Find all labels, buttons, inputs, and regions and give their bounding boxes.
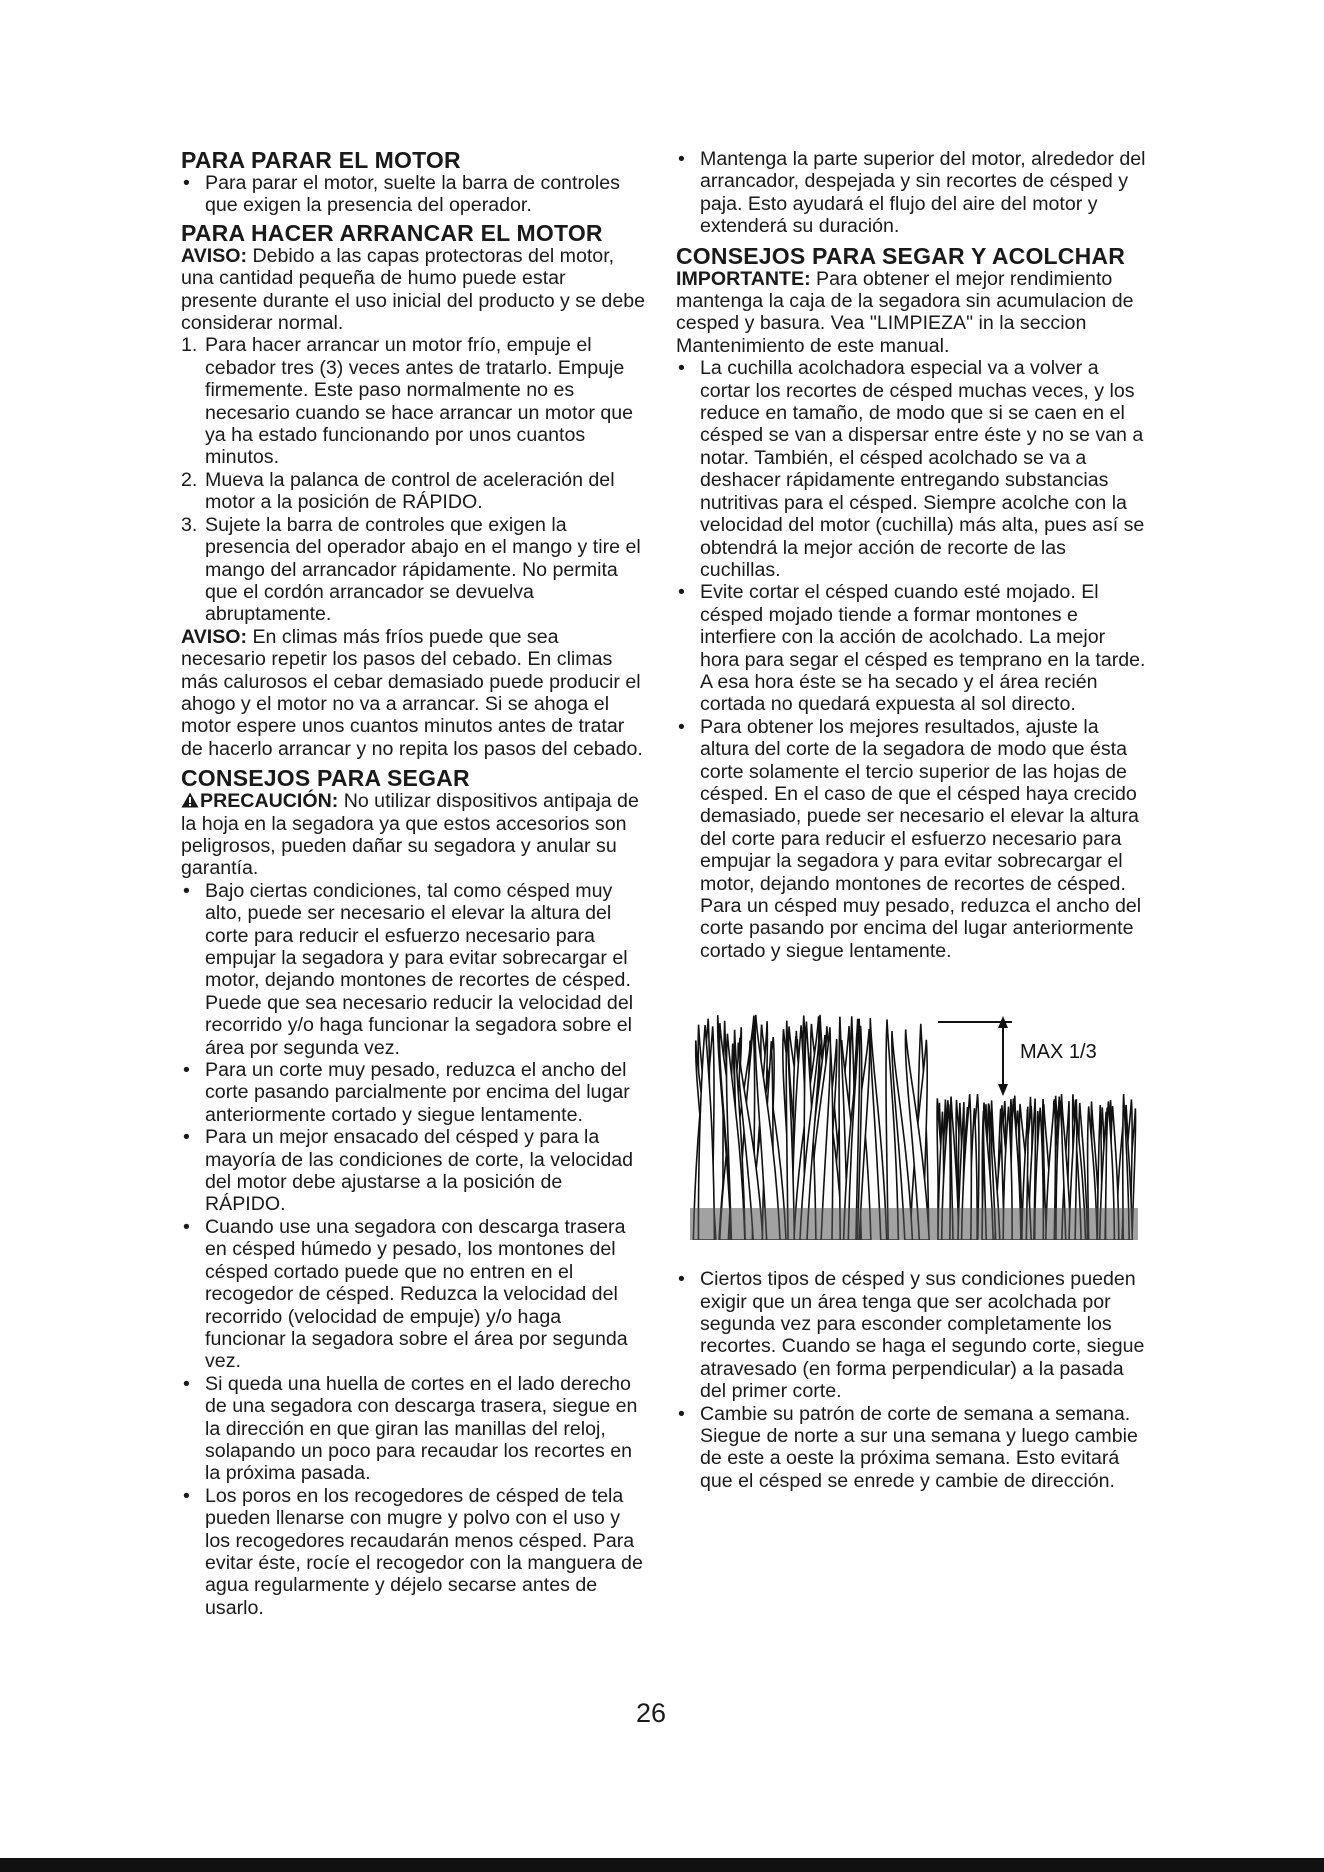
step-item [181, 514, 646, 626]
mulching-tips-list [676, 357, 1146, 962]
stop-engine-list [181, 172, 646, 217]
additional-tips-list [676, 1268, 1146, 1492]
important-paragraph [676, 268, 1146, 358]
step-item [181, 334, 646, 468]
left-column [181, 148, 646, 1619]
caution-label: PRECAUCIÓN: [200, 790, 339, 813]
notice-text: Debido a las capas protectoras del motor, una cantidad pequeña de humo puede estar presente durante el uso inicial del producto y se debe considerar normal. [181, 244, 646, 335]
list-item: • Para parar el motor, suelte la barra de controles que exigen la presencia del operador. [181, 172, 646, 217]
list-item: • La cuchilla acolchadora especial va a volver a cortar los recortes de césped muchas veces, y los reduce en tamaño, de modo que si se caen en el césped se van a dispersar entre éste y no se van a notar. También, el césped acolchado se va a deshacer rápidamente entregando substancias nutritivas para el césped. Siempre acolche con la velocidad del motor (cuchilla) más alta, pues así se obtendrá la mejor acción de recorte de las cuchillas. [676, 357, 1146, 581]
list-item: • Ciertos tipos de césped y sus condiciones pueden exigir que un área tenga que ser acolchada por segunda vez para esconder completamente los recortes. Cuando se haga el segundo corte, siegue atravesado (en forma perpendicular) a la pasada del primer corte. [676, 1268, 1146, 1402]
list-item: • Cuando use una segadora con descarga trasera en césped húmedo y pesado, los montones del césped cortado puede que no entren en el recogedor de césped. Reduzca la velocidad del recorrido (velocidad de empuje) y/o haga funcionar la segadora sobre el área por segunda vez. [181, 1216, 646, 1373]
start-steps-list [181, 334, 646, 625]
step-text: Para hacer arrancar un motor frío, empuje el cebador tres (3) veces antes de tratarlo. Empuje firmemente. Este paso normalmente no es necesario cuando se hace arrancar un motor que ya ha estado funcionando por unos cuantos minutos. [205, 334, 634, 469]
list-item: • Para un corte muy pesado, reduzca el ancho del corte pasando parcialmente por encima del lugar anteriormente cortado y siegue lentamente. [181, 1059, 646, 1126]
caution-paragraph [181, 790, 646, 880]
list-item: • Si queda una huella de cortes en el lado derecho de una segadora con descarga trasera, siegue en la dirección en que giran las manillas del reloj, solapando un poco para recaudar los recortes en la próxima pasada. [181, 1373, 646, 1485]
list-item: • Evite cortar el césped cuando esté mojado. El césped mojado tiende a formar montones e interfiere con la acción de acolchado. La mejor hora para segar el césped es temprano en la tarde. A esa hora éste se ha secado y el área recién cortada no quedará expuesta al sol directo. [676, 581, 1146, 715]
step-text: Mueva la palanca de control de aceleración del motor a la posición de RÁPIDO. [205, 468, 615, 514]
heading-start-engine: PARA HACER ARRANCAR EL MOTOR [181, 219, 603, 246]
step-number: 1. [181, 334, 198, 357]
right-column [676, 148, 1146, 1492]
grass-height-figure [690, 1008, 1138, 1240]
step-number: 2. [181, 468, 198, 491]
list-item: • Para obtener los mejores resultados, ajuste la altura del corte de la segadora de modo que ésta corte solamente el tercio superior de las hojas de césped. En el caso de que el césped haya crecido demasiado, puede ser necesario el elevar la altura del corte para reducir el esfuerzo necesario para empujar la segadora y para evitar sobrecargar el motor, dejando montones de recortes de césped. Para un césped muy pesado, reduzca el ancho del corte pasando por encima del lugar anteriormente cortado y siegue lentamente. [676, 716, 1146, 962]
warning-triangle-icon [181, 791, 199, 807]
list-item: • Para un mejor ensacado del césped y para la mayoría de las condiciones de corte, la velocidad del motor debe ajustarse a la posición de RÁPIDO. [181, 1126, 646, 1216]
list-item: • Mantenga la parte superior del motor, alrededor del arrancador, despejada y sin recortes de césped y paja. Esto ayudará el flujo del aire del motor y extenderá su duración. [676, 148, 1146, 238]
important-text: Para obtener el mejor rendimiento mantenga la caja de la segadora sin acumulacion de cesped y basura. Vea "LIMPIEZA" in la seccion Mantenimiento de este manual. [676, 267, 1134, 357]
step-number: 3. [181, 513, 198, 536]
notice-paragraph [181, 245, 646, 335]
grass-illustration [690, 1008, 1138, 1240]
heading-mowing-tips: CONSEJOS PARA SEGAR [181, 765, 470, 792]
page-number: 26 [636, 1698, 667, 1728]
list-item: • Bajo ciertas condiciones, tal como césped muy alto, puede ser necesario el elevar la altura del corte para reducir el esfuerzo necesario para empujar la segadora y para evitar sobrecargar el motor, dejando montones de recortes de césped. Puede que sea necesario reducir la velocidad del recorrido y/o haga funcionar la segadora sobre el área por segunda vez. [181, 880, 646, 1059]
list-item: • Los poros en los recogedores de césped de tela pueden llenarse con mugre y polvo con el uso y los recogedores recaudarán menos césped. Para evitar éste, rocíe el recogedor con la manguera de agua regularmente y déjelo secarse antes de usarlo. [181, 1485, 646, 1619]
list-item: • Cambie su patrón de corte de semana a semana. Siegue de norte a sur una semana y luego cambie de este a oeste la próxima semana. Esto evitará que el césped se enrede y cambie de dirección. [676, 1403, 1146, 1493]
heading-mulching-tips: CONSEJOS PARA SEGAR Y ACOLCHAR [676, 242, 1126, 269]
heading-stop-engine: PARA PARAR EL MOTOR [181, 147, 461, 173]
scan-edge-bar [0, 1858, 1324, 1872]
notice-paragraph [181, 626, 646, 760]
max-cut-label: MAX 1/3 [1020, 1041, 1097, 1064]
notice-label: AVISO: [181, 625, 248, 648]
step-text: Sujete la barra de controles que exigen la presencia del operador abajo en el mango y tire el mango del arrancador rápidamente. No permita que el cordón arrancador se devuelva abruptamente. [205, 513, 641, 626]
engine-care-list [676, 148, 1146, 238]
step-item [181, 469, 646, 514]
important-label: IMPORTANTE: [676, 267, 811, 290]
notice-text: En climas más fríos puede que sea necesario repetir los pasos del cebado. En climas más calurosos el cebar demasiado puede producir el ahogo y el motor no va a arrancar. Si se ahoga el motor espere unos cuantos minutos antes de tratar de hacerlo arrancar y no repita los pasos del cebado. [181, 625, 643, 760]
caution-text: No utilizar dispositivos antipaja de la hoja en la segadora ya que estos accesorios son peligrosos, pueden dañar su segadora y anular su garantía. [181, 790, 639, 880]
mowing-tips-list [181, 880, 646, 1619]
notice-label: AVISO: [181, 244, 248, 267]
